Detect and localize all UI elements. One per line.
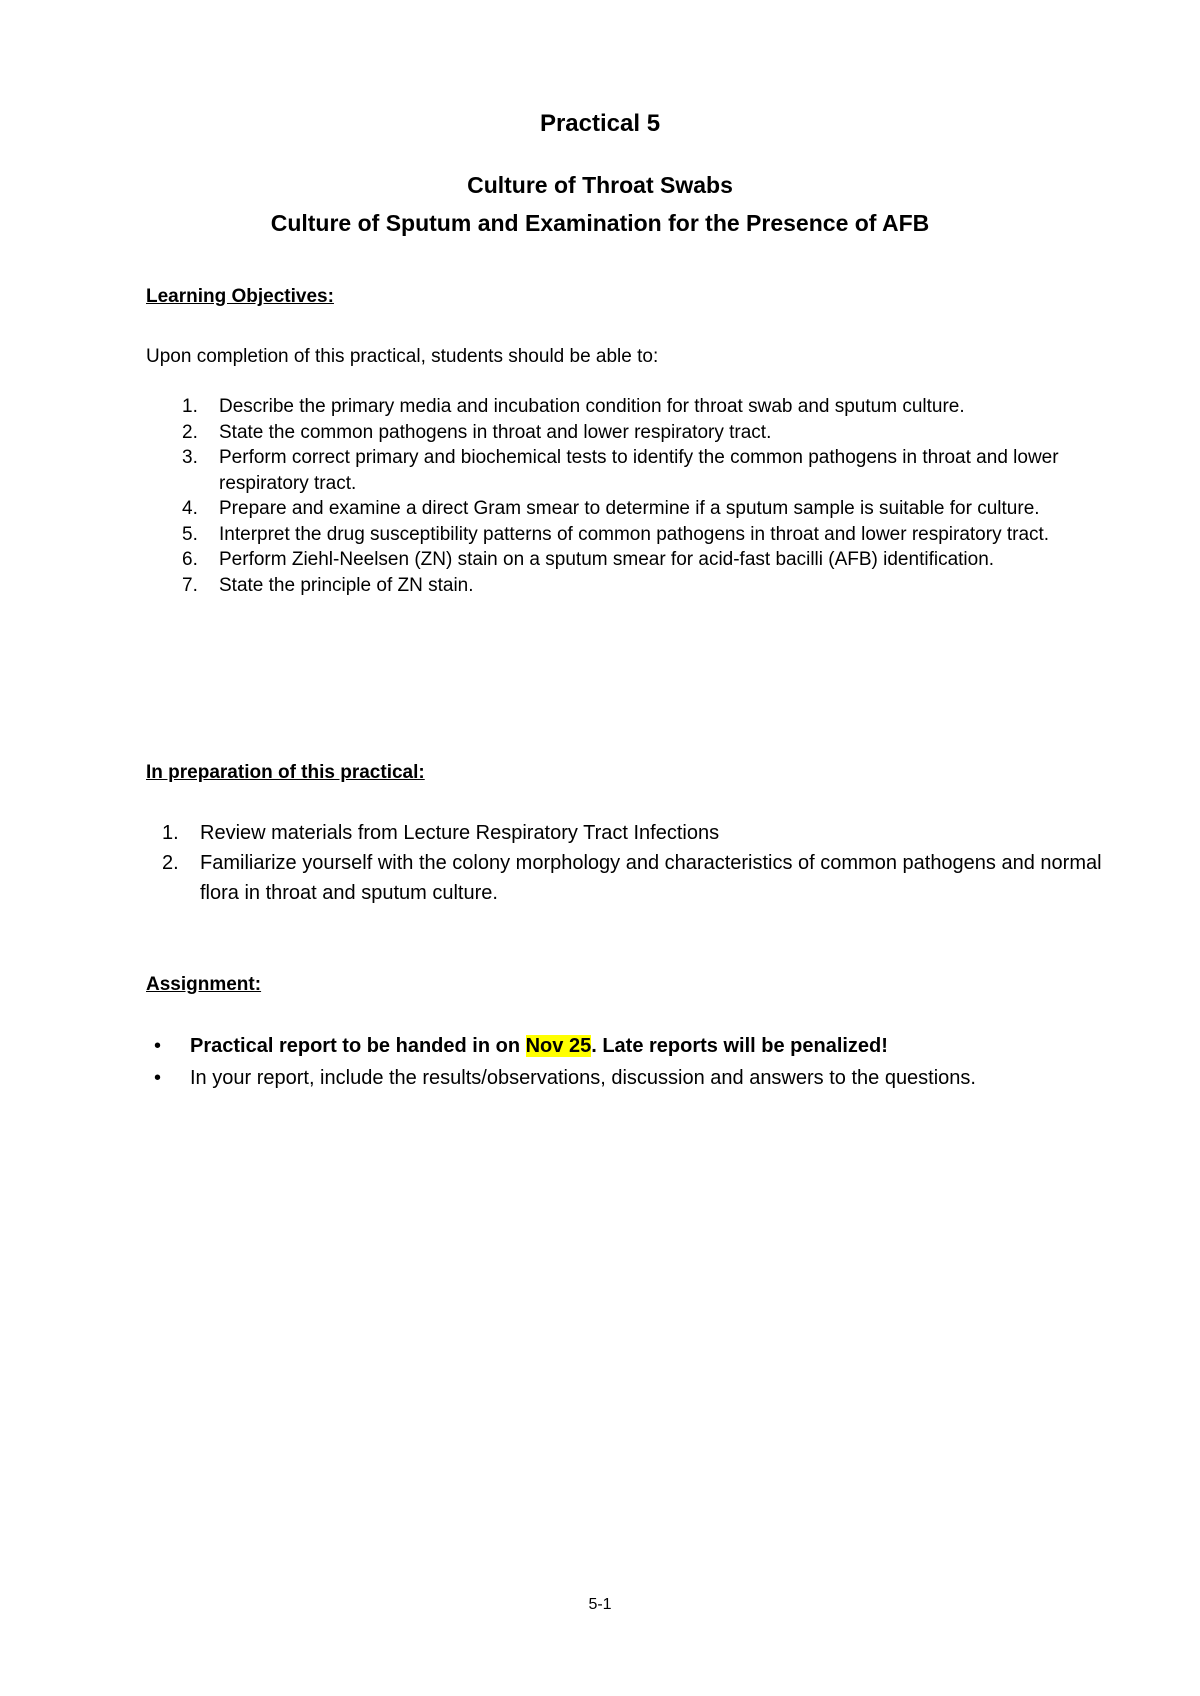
list-item xyxy=(146,848,1106,908)
list-number: 3. xyxy=(182,447,198,468)
list-item xyxy=(146,547,1106,573)
list-number: 5. xyxy=(182,523,198,545)
list-number: 2. xyxy=(182,421,198,443)
bullet-icon: • xyxy=(154,1035,162,1057)
list-item-text: Interpret the drug susceptibility patterns of common pathogens in throat and lower respiratory tract. xyxy=(219,523,1050,545)
deadline-date-highlight: Nov 25 xyxy=(525,1035,592,1057)
assignment-report-text: In your report, include the results/observations, discussion and answers to the questions. xyxy=(190,1067,976,1089)
assignment-heading: Assignment: xyxy=(146,974,262,995)
list-item xyxy=(146,496,1106,522)
list-item xyxy=(146,1062,1106,1094)
list-item xyxy=(146,818,1106,848)
document-subtitle-throat: Culture of Throat Swabs xyxy=(467,172,733,198)
list-number: 2. xyxy=(162,852,179,874)
objectives-intro: Upon completion of this practical, students should be able to: xyxy=(146,346,659,367)
list-item-text: Describe the primary media and incubation condition for throat swab and sputum culture. xyxy=(219,396,965,417)
list-item xyxy=(146,445,1106,496)
list-number: 1. xyxy=(182,396,198,417)
preparation-list xyxy=(146,818,1106,908)
assignment-list xyxy=(146,1030,1106,1094)
list-item-text: Review materials from Lecture Respiratory Tract Infections xyxy=(200,822,720,844)
list-item xyxy=(146,1030,1106,1062)
list-item xyxy=(146,420,1106,446)
bullet-icon: • xyxy=(154,1067,162,1089)
list-item-text: Familiarize yourself with the colony morphology and characteristics of common pathogens and normal flora in throat and sputum culture. xyxy=(200,852,1102,904)
list-number: 7. xyxy=(182,574,198,596)
list-number: 6. xyxy=(182,549,198,570)
list-item-text: Prepare and examine a direct Gram smear to determine if a sputum sample is suitable for culture. xyxy=(219,498,1040,519)
list-item xyxy=(146,394,1106,420)
list-item xyxy=(146,522,1106,548)
list-item-text: Perform Ziehl-Neelsen (ZN) stain on a sputum smear for acid-fast bacilli (AFB) identification. xyxy=(219,549,995,570)
list-number: 4. xyxy=(182,498,198,519)
document-title: Practical 5 xyxy=(539,110,661,137)
objectives-list xyxy=(146,394,1106,598)
objectives-heading: Learning Objectives: xyxy=(146,286,334,307)
assignment-deadline-text xyxy=(190,1035,888,1057)
list-item-text: State the principle of ZN stain. xyxy=(219,574,474,596)
deadline-suffix: . Late reports will be penalized! xyxy=(591,1035,888,1057)
list-number: 1. xyxy=(162,822,179,844)
deadline-prefix: Practical report to be handed in on xyxy=(190,1035,526,1057)
list-item-text: Perform correct primary and biochemical tests to identify the common pathogens in throat and lower respiratory tract. xyxy=(219,447,1059,494)
list-item-text: State the common pathogens in throat and lower respiratory tract. xyxy=(219,421,772,443)
page-number: 5-1 xyxy=(588,1596,612,1613)
document-subtitle-sputum: Culture of Sputum and Examination for the Presence of AFB xyxy=(270,210,930,236)
list-item xyxy=(146,573,1106,599)
preparation-heading: In preparation of this practical: xyxy=(146,762,425,783)
